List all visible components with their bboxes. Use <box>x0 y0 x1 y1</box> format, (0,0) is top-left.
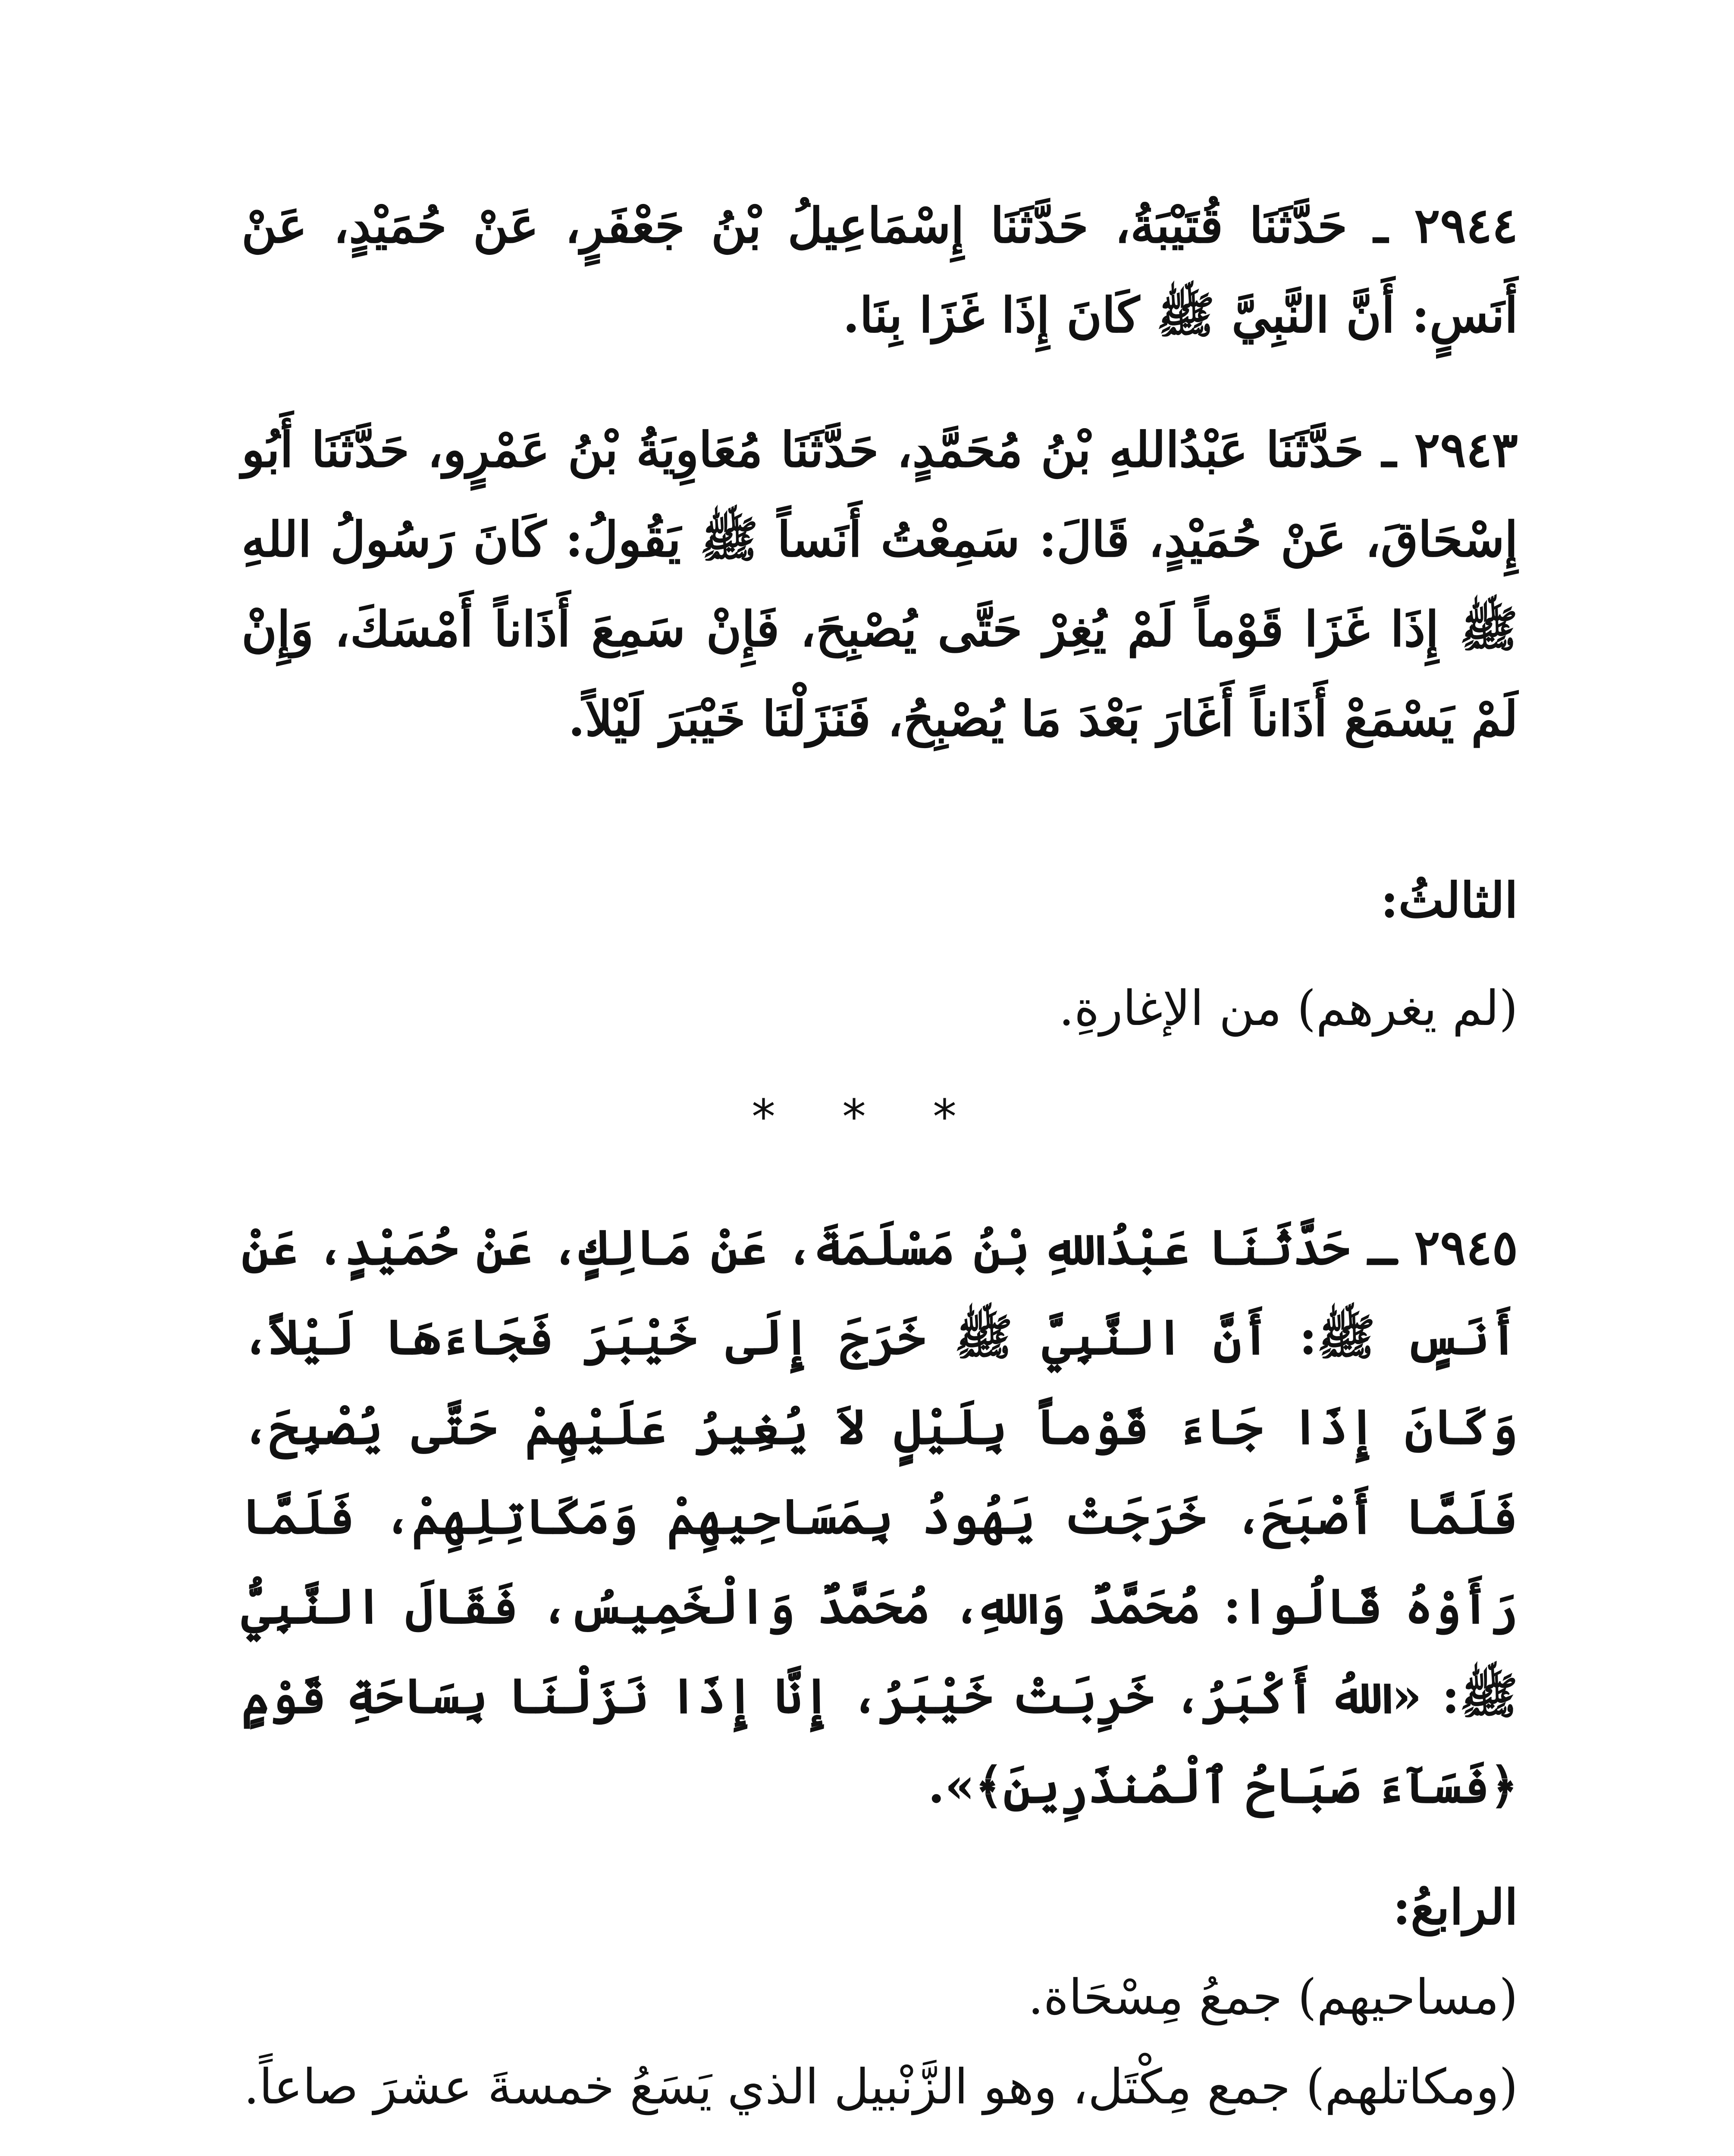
hadith-2945-text: ٢٩٤٥ ـ حَدَّثَنَا عَبْدُاللهِ بْنُ مَسْلَمَةَ، عَنْ مَالِكٍ، عَنْ حُمَيْدٍ، عَنْ أَنَسٍ ﷺ: أَنَّ النَّبِيَّ ﷺ خَرَجَ إِلَى خَيْبَرَ فَجَاءَهَا لَيْلاً، وَكَانَ إِذَا جَاءَ قَوْماً بِلَيْلٍ لاَ يُغِيرُ عَلَيْهِمْ حَتَّى يُصْبِحَ، فَلَمَّا أَصْبَحَ، خَرَجَتْ يَهُودُ بِمَسَاحِيهِمْ وَمَكَاتِلِهِمْ، فَلَمَّا رَأَوْهُ قَالُوا: مُحَمَّدٌ وَاللهِ، مُحَمَّدٌ وَالْخَمِيسُ، فَقَالَ النَّبِيُّ ﷺ: «اللهُ أَكْبَرُ، خَرِبَتْ خَيْبَرُ، إِنَّا إِذَا نَزَلْنَا بِسَاحَةِ قَوْمٍ ﴿فَسَآءَ صَبَاحُ ٱلْمُنذَرِينَ﴾». <box>241 1219 1518 1814</box>
hadith-2943-text: ٢٩٤٣ ـ حَدَّثَنَا عَبْدُاللهِ بْنُ مُحَمَّدٍ، حَدَّثَنَا مُعَاوِيَةُ بْنُ عَمْرٍو، حَدَّثَنَا أَبُو إِسْحَاقَ، عَنْ حُمَيْدٍ، قَالَ: سَمِعْتُ أَنَساً ﷺ يَقُولُ: كَانَ رَسُولُ اللهِ ﷺ إِذَا غَزَا قَوْماً لَمْ يُغِرْ حَتَّى يُصْبِحَ، فَإِنْ سَمِعَ أَذَاناً أَمْسَكَ، وَإِنْ لَمْ يَسْمَعْ أَذَاناً أَغَارَ بَعْدَ مَا يُصْبِحُ، فَنَزَلْنَا خَيْبَرَ لَيْلاً. <box>241 422 1518 747</box>
hadith-2943-block <box>241 405 1518 764</box>
section-fourth-heading: الرابعُ: <box>1392 1879 1518 1936</box>
hadith-2944-block <box>241 181 1518 360</box>
section-third-block <box>241 856 1518 946</box>
hadith-2945-block <box>241 1203 1518 1831</box>
section-fourth-block <box>241 1863 1518 2132</box>
section-third-note: (لم يغرهم) من الإغارةِ. <box>1059 981 1518 1037</box>
section-third-heading: الثالثُ: <box>1380 872 1518 929</box>
section-third-note-block <box>241 964 1518 1053</box>
section-fourth-note-2: (ومكاتلهم) جمع مِكْتَل، وهو الزَّنْبيل الذي يَسَعُ خمسةَ عشرَ صاعاً. <box>244 2059 1518 2115</box>
hadith-2944-text: ٢٩٤٤ ـ حَدَّثَنَا قُتَيْبَةُ، حَدَّثَنَا إِسْمَاعِيلُ بْنُ جَعْفَرٍ، عَنْ حُمَيْدٍ، عَنْ أَنَسٍ: أَنَّ النَّبِيَّ ﷺ كَانَ إِذَا غَزَا بِنَا. <box>241 197 1518 344</box>
section-fourth-note-1: (مساحيهم) جمعُ مِسْحَاة. <box>1028 1969 1518 2025</box>
asterisk-separator: * * * <box>752 1089 982 1144</box>
